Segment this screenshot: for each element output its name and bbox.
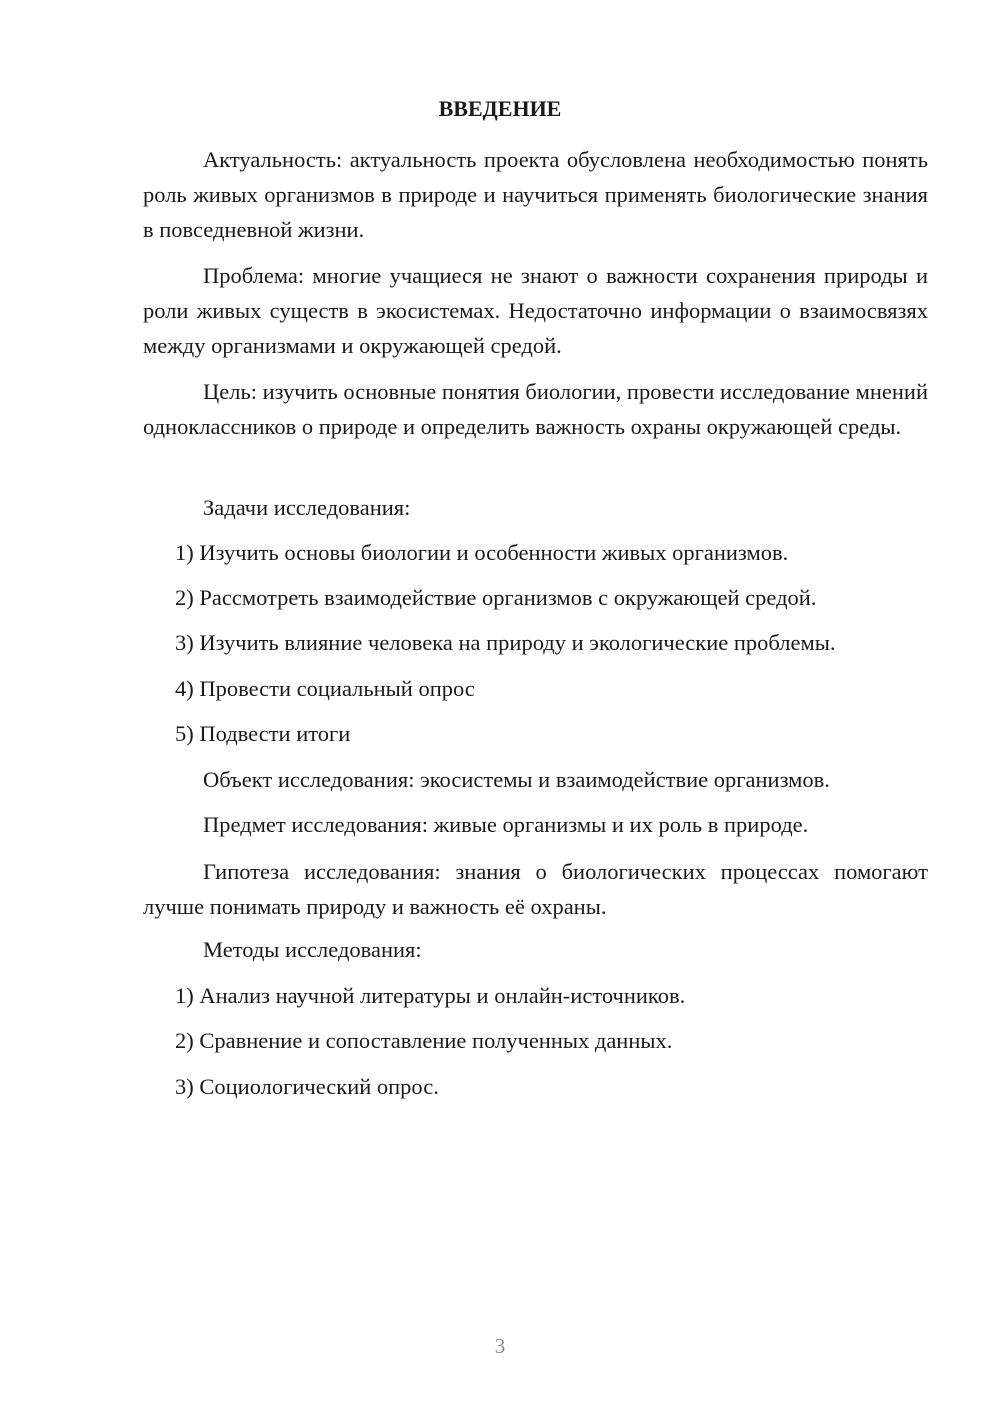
goal-paragraph: Цель: изучить основные понятия биологии, провести исследование мнений одноклассников о природе и определить важность охраны окружающей среды.	[143, 379, 928, 439]
methods-heading: Методы исследования:	[203, 937, 422, 962]
task-item: 5) Подвести итоги	[175, 721, 351, 746]
method-item: 3) Социологический опрос.	[175, 1074, 439, 1099]
tasks-heading: Задачи исследования:	[203, 495, 411, 520]
page-number: 3	[494, 1334, 506, 1358]
research-subject: Предмет исследования: живые организмы и их роль в природе.	[203, 812, 809, 837]
task-item: 1) Изучить основы биологии и особенности живых организмов.	[175, 540, 789, 565]
task-item: 4) Провести социальный опрос	[175, 676, 475, 701]
research-object: Объект исследования: экосистемы и взаимодействие организмов.	[203, 767, 830, 792]
relevance-paragraph: Актуальность: актуальность проекта обусловлена необходимостью понять роль живых организмов в природе и научиться применять биологические знания в повседневной жизни.	[143, 147, 928, 242]
task-item: 3) Изучить влияние человека на природу и экологические проблемы.	[175, 630, 836, 655]
page-title: ВВЕДЕНИЕ	[438, 96, 562, 121]
method-item: 1) Анализ научной литературы и онлайн-источников.	[175, 983, 686, 1008]
hypothesis-paragraph: Гипотеза исследования: знания о биологических процессах помогают лучше понимать природу и важность её охраны.	[143, 859, 928, 919]
method-item: 2) Сравнение и сопоставление полученных данных.	[175, 1028, 673, 1053]
task-item: 2) Рассмотреть взаимодействие организмов с окружающей средой.	[175, 585, 817, 610]
problem-paragraph: Проблема: многие учащиеся не знают о важности сохранения природы и роли живых существ в экосистемах. Недостаточно информации о взаимосвязях между организмами и окружающей средой.	[143, 263, 928, 358]
